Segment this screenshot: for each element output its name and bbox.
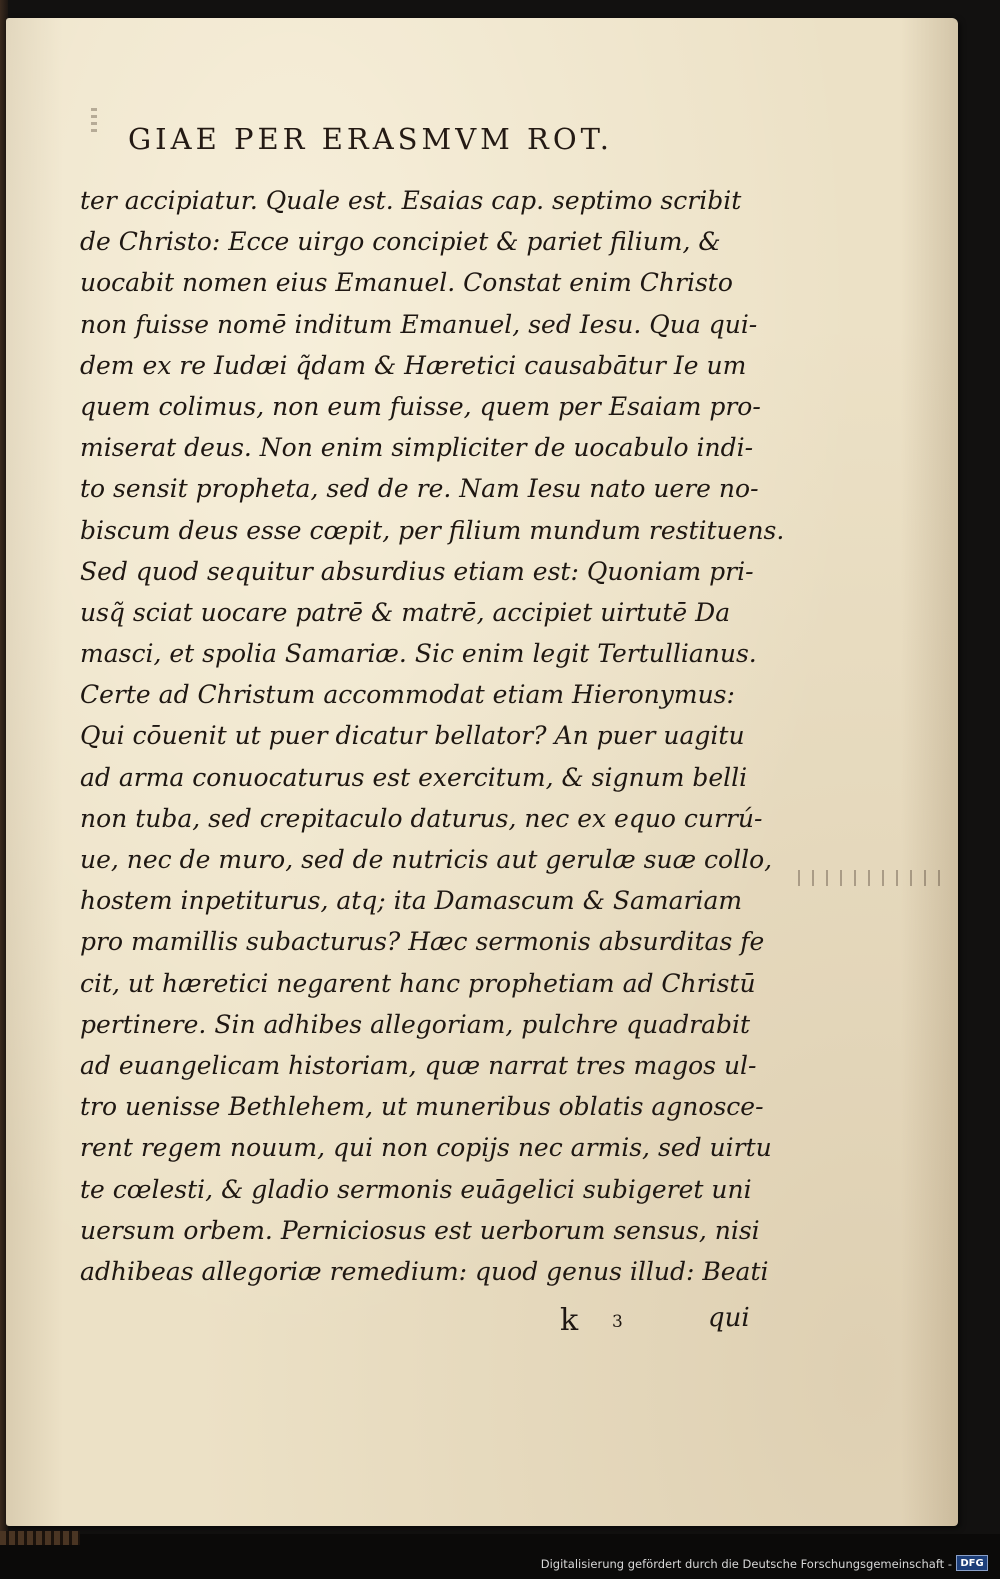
text-line: pro mamillis subacturus? Hæc sermonis absurditas fe — [80, 927, 765, 957]
text-line: to sensit propheta, sed de re. Nam Iesu nato uere no- — [80, 474, 759, 504]
text-line: uocabit nomen eius Emanuel. Constat enim Christo — [80, 268, 733, 298]
text-line: te cœlesti, & gladio sermonis euāgelici subigeret uni — [80, 1174, 752, 1204]
text-line: Qui cōuenit ut puer dicatur bellator? An puer uagitu — [80, 721, 745, 751]
ink-fleck-marks — [91, 108, 97, 136]
running-head: GIAE PER ERASMVM ROT. — [128, 122, 613, 156]
text-line: Sed quod sequitur absurdius etiam est: Quoniam pri- — [80, 556, 754, 586]
text-line: adhibeas allegoriæ remedium: quod genus illud: Beati — [80, 1256, 769, 1286]
text-line: ter accipiatur. Quale est. Esaias cap. septimo scribit — [80, 186, 742, 215]
body-text — [80, 180, 785, 1292]
text-line: ue, nec de muro, sed de nutricis aut gerulæ suæ collo, — [80, 845, 773, 874]
dfg-logo: DFG — [956, 1555, 988, 1571]
text-line: cit, ut hæretici negarent hanc prophetiam ad Christū — [80, 968, 756, 998]
text-line: masci, et spolia Samariæ. Sic enim legit Tertullianus. — [80, 639, 757, 669]
text-line: Certe ad Christum accommodat etiam Hieronymus: — [80, 680, 735, 710]
text-line: hostem inpetiturus, atq; ita Damascum & Samariam — [80, 886, 743, 916]
text-line: ad euangelicam historiam, quæ narrat tres magos ul- — [80, 1050, 757, 1080]
text-line: de Christo: Ecce uirgo concipiet & pariet filium, & — [80, 227, 721, 257]
text-line: dem ex re Iudæi q̃dam & Hæretici causabātur Ie um — [80, 350, 747, 380]
binding-bottom-edge — [0, 1531, 80, 1545]
text-line: tro uenisse Bethlehem, ut muneribus oblatis agnosce- — [80, 1092, 764, 1122]
text-line: biscum deus esse cœpit, per filium mundum restituens. — [80, 515, 785, 545]
text-line: miserat deus. Non enim simpliciter de uocabulo indi- — [80, 433, 754, 463]
signature-mark: k — [560, 1303, 579, 1338]
text-line: non tuba, sed crepitaculo daturus, nec ex equo currú- — [80, 803, 763, 833]
text-line: usq̃ sciat uocare patrē & matrē, accipiet uirtutē Da — [80, 597, 731, 627]
text-line: pertinere. Sin adhibes allegoriam, pulchre quadrabit — [80, 1009, 751, 1039]
show-through-marks — [798, 870, 948, 886]
text-line: non fuisse nomē inditum Emanuel, sed Iesu. Qua qui- — [80, 309, 758, 339]
text-line: ad arma conuocaturus est exercitum, & signum belli — [80, 762, 748, 792]
funding-credit: Digitalisierung gefördert durch die Deutsche Forschungsgemeinschaft - — [540, 1557, 952, 1571]
signature-number: 3 — [612, 1312, 623, 1332]
text-line: rent regem nouum, qui non copijs nec armis, sed uirtu — [80, 1133, 772, 1163]
text-line: quem colimus, non eum fuisse, quem per Esaiam pro- — [80, 391, 761, 421]
text-line: uersum orbem. Perniciosus est uerborum sensus, nisi — [80, 1215, 760, 1245]
catchword: qui — [708, 1303, 750, 1333]
